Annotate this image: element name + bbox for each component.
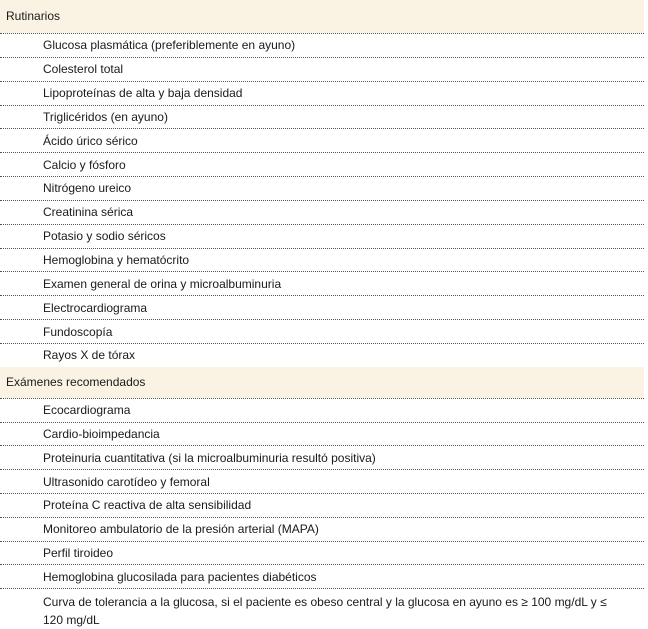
test-name: Ultrasonido carotídeo y femoral xyxy=(43,474,210,489)
routine-tests-list xyxy=(0,33,644,367)
test-name: Lipoproteínas de alta y baja densidad xyxy=(43,86,243,101)
table-row xyxy=(0,398,644,422)
test-name: Perfil tiroideo xyxy=(43,545,114,560)
table-row xyxy=(0,176,644,200)
test-name: Glucosa plasmática (preferiblemente en ayuno) xyxy=(43,38,296,53)
table-row xyxy=(0,295,644,319)
test-name: Curva de tolerancia a la glucosa, si el paciente es obeso central y la glucosa en ayuno es ≥ 100 mg/dL y ≤ 120 mg/dL xyxy=(43,595,607,628)
section-title: Rutinarios xyxy=(6,9,61,23)
table-row xyxy=(0,128,644,152)
test-name: Potasio y sodio séricos xyxy=(43,229,166,244)
table-row xyxy=(0,493,644,517)
test-name: Hemoglobina y hematócrito xyxy=(43,253,190,268)
test-name: Fundoscopía xyxy=(43,324,113,339)
section-title: Exámenes recomendados xyxy=(6,375,146,390)
test-name: Calcio y fósforo xyxy=(43,157,126,172)
table-row xyxy=(0,422,644,446)
test-name: Proteinuria cuantitativa (si la microalbuminuria resultó positiva) xyxy=(43,450,376,465)
test-name: Ecocardiograma xyxy=(43,403,131,418)
table-row xyxy=(0,248,644,272)
section-header-recommended xyxy=(0,367,644,398)
test-name: Creatinina sérica xyxy=(43,205,134,220)
table-row xyxy=(0,517,644,541)
table-row xyxy=(0,469,644,493)
table-row xyxy=(0,541,644,565)
table-row xyxy=(0,588,644,628)
table-row xyxy=(0,271,644,295)
test-name: Rayos X de tórax xyxy=(43,348,136,363)
table-row xyxy=(0,81,644,105)
test-name: Electrocardiograma xyxy=(43,300,148,315)
test-name: Colesterol total xyxy=(43,62,124,77)
test-name: Cardio-bioimpedancia xyxy=(43,427,160,441)
test-name: Proteína C reactiva de alta sensibilidad xyxy=(43,498,252,513)
table-row xyxy=(0,152,644,176)
test-name: Nitrógeno ureico xyxy=(43,181,132,196)
table-row xyxy=(0,319,644,343)
table-row xyxy=(0,57,644,81)
table-row xyxy=(0,224,644,248)
test-name: Ácido úrico sérico xyxy=(43,133,138,148)
test-name: Hemoglobina glucosilada para pacientes diabéticos xyxy=(43,569,317,584)
test-name: Triglicéridos (en ayuno) xyxy=(43,109,168,124)
section-header-routine xyxy=(0,0,644,33)
table-row xyxy=(0,200,644,224)
table-row xyxy=(0,105,644,129)
test-name: Examen general de orina y microalbuminuria xyxy=(43,276,282,291)
table-row xyxy=(0,343,644,367)
table-row xyxy=(0,33,644,57)
table-row xyxy=(0,564,644,588)
recommended-tests-list xyxy=(0,398,644,628)
table-row xyxy=(0,445,644,469)
test-name: Monitoreo ambulatorio de la presión arterial (MAPA) xyxy=(43,522,319,537)
